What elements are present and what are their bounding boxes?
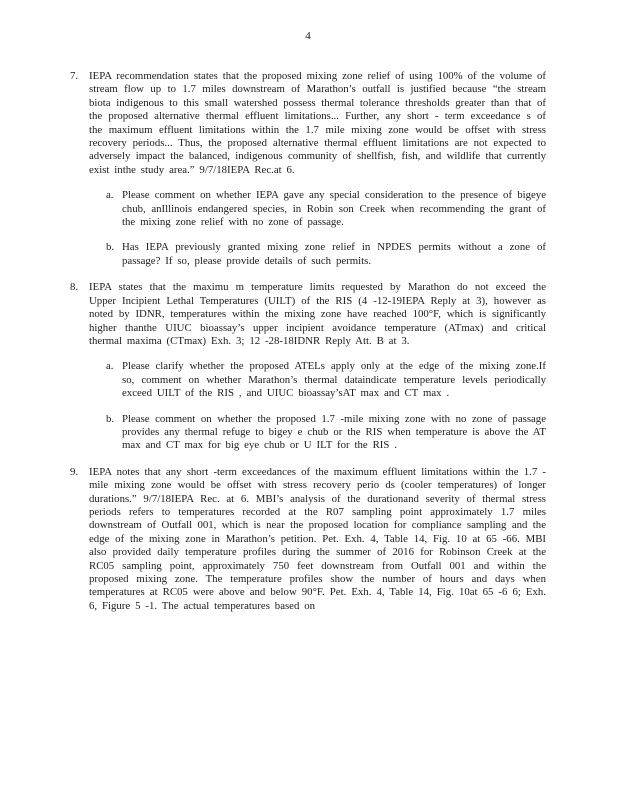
- item-body: [89, 281, 546, 452]
- sub-item-text: Please clarify whether the proposed ATELs apply only at the edge of the mixing zone.If so, comment on whether Marathon’s thermal dataindicate temperature levels periodically exceed UILT of the RIS , and UIUC bioassay’sAT max and CT max .: [122, 360, 546, 400]
- sub-item: [106, 189, 546, 229]
- sub-item-text: Please comment on whether IEPA gave any special consideration to the presence of bigeye chub, anIllinois endangered species, in Robin son Creek when recommending the grant of the mixing zone relief with no zone of passage.: [122, 189, 546, 229]
- item-body: [89, 70, 546, 268]
- sub-item: [106, 360, 546, 400]
- list-item: [70, 466, 546, 613]
- item-number: 7.: [70, 70, 79, 82]
- sub-item-number: b.: [106, 412, 115, 425]
- paragraph-text: IEPA recommendation states that the proposed mixing zone relief of using 100% of the volume of stream flow up to 1.7 miles downstream of Marathon’s outfall is justified because “the stream biota indigenous to this small watershed possess thermal tolerance thresholds greater than that of the proposed alternative thermal effluent limitations... Further, any short - term exceedance s of the maximum effluent limitations within the 1.7 mile mixing zone would be offset with stress recovery periods... Thus, the proposed alternative thermal effluent limitations are not expected to adversely impact the balanced, indigenous community of shellfish, fish, and wildlife that currently exist inthe study area.” 9/7/18IEPA Rec.at 6.: [89, 70, 546, 176]
- paragraph-text: IEPA states that the maximu m temperature limits requested by Marathon do not exceed the Upper Incipient Lethal Temperatures (UILT) of the RIS (4 -12-19IEPA Reply at 3), however as noted by IDNR, temperatures within the mixing zone have reached 100°F, which is significantly higher thanthe UIUC bioassay’s upper incipient avoidance temperature (ATmax) and critical thermal maxima (CTmax) Exh. 3; 12 -28-18IDNR Reply Att. B at 3.: [89, 281, 546, 347]
- sub-item-number: a.: [106, 360, 114, 373]
- sub-item-number: b.: [106, 241, 115, 254]
- page-number: 4: [305, 30, 311, 42]
- item-body: [89, 466, 546, 613]
- list-item: [70, 281, 546, 452]
- sub-item-text: Has IEPA previously granted mixing zone relief in NPDES permits without a zone of passage? If so, please provide details of such permits.: [122, 241, 546, 267]
- sub-item: [106, 413, 546, 453]
- sub-item-text: Please comment on whether the proposed 1.7 -mile mixing zone with no zone of passage provides any thermal refuge to bigey e chub or the RIS when temperature is above the AT max and CT max for big eye chub or U ILT for the RIS .: [122, 412, 546, 452]
- sub-item-number: a.: [106, 189, 114, 202]
- paragraph-text: IEPA notes that any short -term exceedances of the maximum effluent limitations within the 1.7 -mile mixing zone would be offset with stress recovery perio ds (cooler temperatures) of longer durations.” 9/7/18IEPA Rec. at 6. MBI’s analysis of the durationand severity of thermal stress periods refers to temperatures recorded at the R07 sampling point approximately 1.7 miles downstream of Outfall 001, which is near the proposed location for compliance sampling and the edge of the mixing zone in Marathon’s petition. Pet. Exh. 4, Table 14, Fig. 10 at 65 -66. MBI also provided daily temperature profiles during the summer of 2016 for Robinson Creek at the RC05 sampling point, approximately 750 feet downstream from Outfall 001 and within the proposed mixing zone. The temperature profiles show the number of hours and days when temperatures at RC05 were above and below 90°F. Pet. Exh. 4, Table 14, Fig. 10at 65 -6 6; Exh. 6, Figure 5 -1. The actual temperatures based on: [89, 465, 546, 612]
- item-number: 8.: [70, 281, 79, 294]
- item-number: 9.: [70, 465, 79, 478]
- list-item: [70, 70, 546, 268]
- sub-item: [106, 241, 546, 268]
